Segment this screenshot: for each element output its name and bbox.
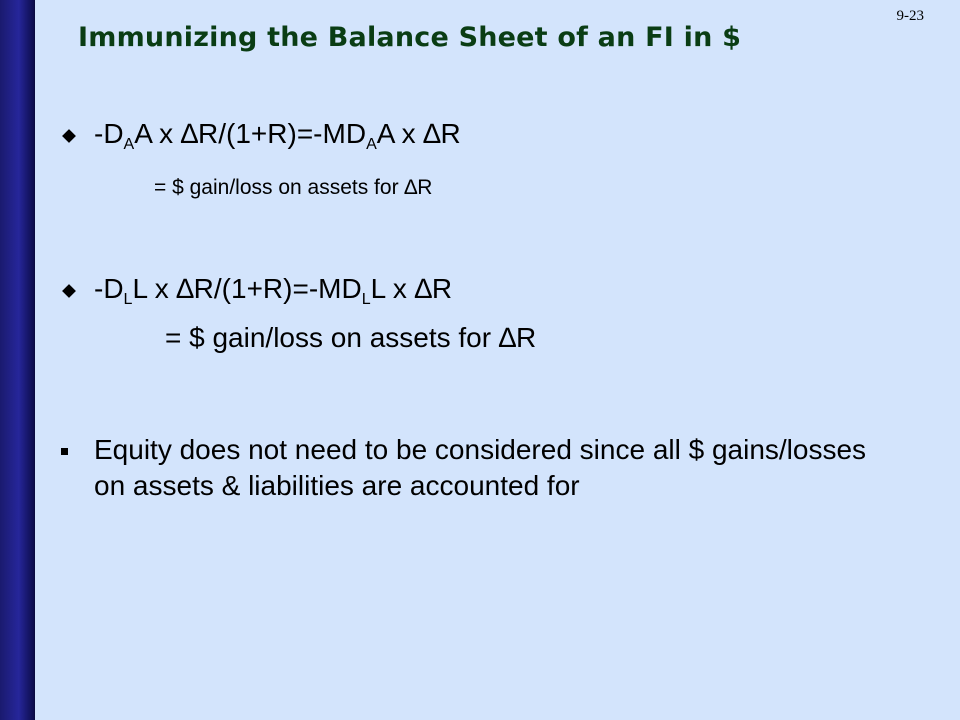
formula-assets [94,118,461,153]
page-number: 9-23 [896,8,924,24]
liabilities-gain-loss-line: = $ gain/loss on assets for ∆R [165,322,537,353]
subscript-a: A [366,136,377,153]
formula-liabilities [94,273,453,308]
formula-assets-part: A x ∆R [376,118,461,149]
slide-title: Immunizing the Balance Sheet of an FI in $ [78,22,742,53]
subscript-a: A [123,136,135,153]
formula-liabilities-part: -D [94,273,124,304]
equity-note: Equity does not need to be considered since all $ gains/losses on assets & liabilities are accounted for [94,434,867,501]
subscript-l: L [123,291,133,308]
diamond-bullet-icon [62,284,76,298]
square-bullet-icon [61,448,68,455]
subscript-l: L [361,291,371,308]
assets-gain-loss-line: = $ gain/loss on assets for ∆R [154,176,433,199]
formula-liabilities-part: L x ∆R [370,273,453,304]
left-sidebar-bar [0,0,35,720]
formula-liabilities-part: L x ∆R/(1+R)=-MD [132,273,362,304]
diamond-bullet-icon [62,129,76,143]
formula-assets-part: A x ∆R/(1+R)=-MD [134,118,367,149]
formula-assets-part: -D [94,118,124,149]
